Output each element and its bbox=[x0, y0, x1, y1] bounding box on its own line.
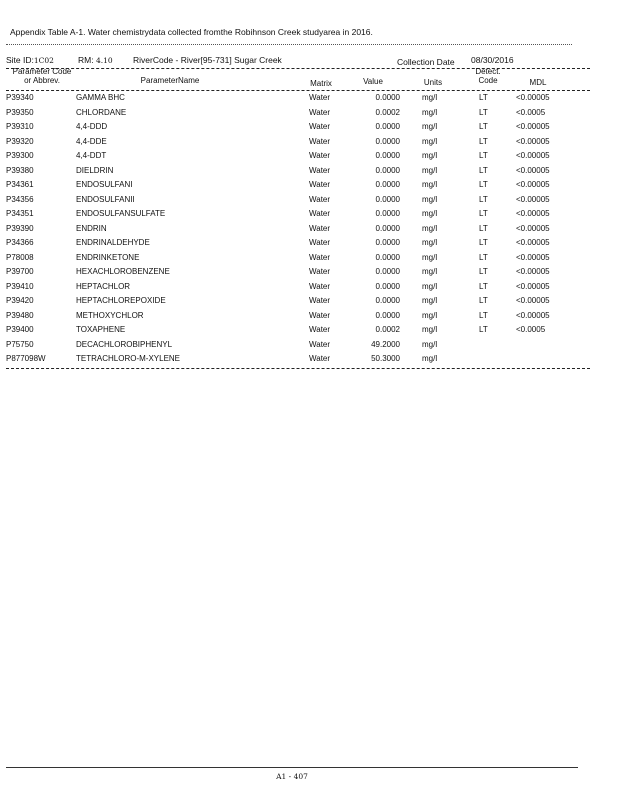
table-row bbox=[0, 223, 618, 238]
column-header-mdl: MDL bbox=[529, 78, 547, 87]
table-row bbox=[0, 237, 618, 252]
cell-units: mg/l bbox=[422, 296, 438, 305]
cell-matrix: Water bbox=[309, 252, 331, 262]
cell-units: mg/l bbox=[422, 107, 438, 117]
cell-units: mg/l bbox=[422, 354, 438, 363]
table-row bbox=[0, 165, 618, 180]
cell-matrix: Water bbox=[309, 209, 331, 218]
cell-code: P39420 bbox=[6, 296, 34, 305]
table-row bbox=[0, 310, 618, 325]
cell-units: mg/l bbox=[422, 223, 438, 233]
cell-name: METHOXYCHLOR bbox=[76, 310, 144, 320]
cell-code: P34361 bbox=[6, 180, 34, 189]
cell-name: TETRACHLORO-M-XYLENE bbox=[76, 354, 181, 363]
cell-detect: LT bbox=[479, 310, 488, 320]
collection-date-value: 08/30/2016 bbox=[471, 55, 514, 65]
cell-matrix: Water bbox=[309, 281, 331, 291]
cell-units: mg/l bbox=[422, 165, 438, 175]
cell-name: DIELDRIN bbox=[76, 165, 114, 175]
cell-units: mg/l bbox=[422, 194, 438, 204]
cell-value: 0.0000 bbox=[375, 136, 400, 146]
cell-units: mg/l bbox=[422, 151, 438, 160]
cell-mdl: <0.00005 bbox=[516, 223, 550, 233]
cell-name: HEXACHLOROBENZENE bbox=[76, 267, 170, 276]
cell-code: P34356 bbox=[6, 194, 34, 204]
cell-matrix: Water bbox=[309, 238, 331, 247]
cell-mdl: <0.00005 bbox=[516, 93, 550, 102]
cell-code: P39300 bbox=[6, 151, 34, 160]
table-row bbox=[0, 136, 618, 151]
cell-mdl: <0.00005 bbox=[516, 180, 550, 189]
column-header-code-line2: or Abbrev. bbox=[24, 76, 60, 85]
cell-mdl: <0.00005 bbox=[516, 281, 550, 291]
cell-mdl: <0.00005 bbox=[516, 252, 550, 262]
cell-units: mg/l bbox=[422, 93, 438, 102]
cell-units: mg/l bbox=[422, 310, 438, 320]
column-header-detect-line1: Detect. bbox=[475, 67, 501, 76]
cell-detect: LT bbox=[479, 136, 488, 146]
column-header-name: ParameterName bbox=[140, 76, 200, 85]
page-number: A1 - 407 bbox=[276, 772, 308, 781]
caption-divider bbox=[6, 44, 572, 45]
cell-units: mg/l bbox=[422, 252, 438, 262]
cell-code: P75750 bbox=[6, 339, 34, 349]
cell-matrix: Water bbox=[309, 354, 331, 363]
cell-name: ENDOSULFANSULFATE bbox=[76, 209, 166, 218]
table-row bbox=[0, 339, 618, 354]
table-end-divider bbox=[6, 368, 590, 369]
cell-matrix: Water bbox=[309, 151, 331, 160]
cell-matrix: Water bbox=[309, 180, 331, 189]
cell-value: 0.0000 bbox=[375, 238, 400, 247]
cell-code: P39350 bbox=[6, 107, 34, 117]
cell-detect: LT bbox=[479, 180, 488, 189]
cell-units: mg/l bbox=[422, 267, 438, 276]
cell-code: P39410 bbox=[6, 281, 34, 291]
cell-units: mg/l bbox=[422, 238, 438, 247]
cell-matrix: Water bbox=[309, 339, 331, 349]
cell-mdl: <0.00005 bbox=[516, 122, 550, 131]
cell-detect: LT bbox=[479, 238, 488, 247]
column-header-code bbox=[6, 67, 78, 85]
cell-detect: LT bbox=[479, 267, 488, 276]
cell-name: CHLORDANE bbox=[76, 107, 127, 117]
cell-detect: LT bbox=[479, 296, 488, 305]
column-header-value: Value bbox=[363, 77, 383, 86]
cell-matrix: Water bbox=[309, 107, 331, 117]
table-body bbox=[0, 92, 618, 368]
cell-detect: LT bbox=[479, 194, 488, 204]
cell-units: mg/l bbox=[422, 281, 438, 291]
column-header-code-line1: Parameter Code bbox=[12, 67, 72, 76]
river-mile bbox=[78, 55, 113, 65]
cell-matrix: Water bbox=[309, 325, 331, 334]
cell-mdl: <0.0005 bbox=[516, 325, 546, 334]
cell-value: 49.2000 bbox=[371, 339, 400, 349]
cell-value: 0.0000 bbox=[375, 267, 400, 276]
cell-mdl: <0.0005 bbox=[516, 107, 546, 117]
cell-name: 4,4-DDE bbox=[76, 136, 107, 146]
cell-value: 0.0000 bbox=[375, 122, 400, 131]
cell-matrix: Water bbox=[309, 194, 331, 204]
cell-matrix: Water bbox=[309, 165, 331, 175]
cell-mdl: <0.00005 bbox=[516, 310, 550, 320]
header-divider-bottom bbox=[6, 90, 590, 91]
cell-detect: LT bbox=[479, 122, 488, 131]
cell-code: P78008 bbox=[6, 252, 34, 262]
table-caption: Appendix Table A-1. Water chemistrydata collected fromthe Robihnson Creek studyarea in 2016. bbox=[10, 27, 373, 37]
cell-value: 0.0000 bbox=[375, 180, 400, 189]
cell-value: 0.0000 bbox=[375, 252, 400, 262]
cell-name: ENDOSULFANI bbox=[76, 180, 133, 189]
cell-name: 4,4-DDT bbox=[76, 151, 107, 160]
cell-name: GAMMA BHC bbox=[76, 93, 125, 102]
site-id-label: Site ID: bbox=[6, 55, 34, 65]
cell-detect: LT bbox=[479, 325, 488, 334]
cell-units: mg/l bbox=[422, 339, 438, 349]
cell-code: P39480 bbox=[6, 310, 34, 320]
column-header-matrix: Matrix bbox=[310, 79, 332, 88]
cell-detect: LT bbox=[479, 281, 488, 291]
site-id-value: 1C02 bbox=[33, 56, 54, 65]
cell-mdl: <0.00005 bbox=[516, 194, 550, 204]
table-row bbox=[0, 208, 618, 223]
cell-mdl: <0.00005 bbox=[516, 209, 550, 218]
cell-mdl: <0.00005 bbox=[516, 151, 550, 160]
cell-value: 0.0000 bbox=[375, 296, 400, 305]
cell-mdl: <0.00005 bbox=[516, 238, 550, 247]
cell-name: HEPTACHLOREPOXIDE bbox=[76, 296, 166, 305]
cell-code: P39340 bbox=[6, 93, 34, 102]
column-header-units: Units bbox=[423, 78, 443, 87]
cell-matrix: Water bbox=[309, 136, 331, 146]
cell-matrix: Water bbox=[309, 296, 331, 305]
table-row bbox=[0, 266, 618, 281]
cell-matrix: Water bbox=[309, 310, 331, 320]
cell-matrix: Water bbox=[309, 223, 331, 233]
table-row bbox=[0, 179, 618, 194]
cell-code: P39320 bbox=[6, 136, 34, 146]
cell-value: 0.0000 bbox=[375, 151, 400, 160]
cell-code: P39390 bbox=[6, 223, 34, 233]
cell-code: P39310 bbox=[6, 122, 34, 131]
river-mile-value: 4.10 bbox=[95, 56, 113, 65]
cell-value: 0.0000 bbox=[375, 209, 400, 218]
cell-code: P39400 bbox=[6, 325, 34, 334]
column-header-detect-line2: Code bbox=[478, 76, 498, 85]
table-row bbox=[0, 252, 618, 267]
river-mile-label: RM: bbox=[78, 55, 94, 65]
cell-units: mg/l bbox=[422, 122, 438, 131]
table-row bbox=[0, 107, 618, 122]
cell-units: mg/l bbox=[422, 325, 438, 334]
cell-code: P34366 bbox=[6, 238, 34, 247]
table-row bbox=[0, 92, 618, 107]
cell-name: DECACHLOROBIPHENYL bbox=[76, 339, 173, 349]
collection-date-label: Collection Date bbox=[397, 57, 455, 67]
cell-code: P34351 bbox=[6, 209, 34, 218]
cell-detect: LT bbox=[479, 93, 488, 102]
cell-value: 0.0002 bbox=[375, 325, 400, 334]
cell-detect: LT bbox=[479, 209, 488, 218]
cell-value: 0.0000 bbox=[375, 223, 400, 233]
cell-name: ENDRIN bbox=[76, 223, 107, 233]
cell-code: P39700 bbox=[6, 267, 34, 276]
cell-units: mg/l bbox=[422, 180, 438, 189]
cell-detect: LT bbox=[479, 252, 488, 262]
cell-detect: LT bbox=[479, 151, 488, 160]
cell-matrix: Water bbox=[309, 267, 331, 276]
cell-mdl: <0.00005 bbox=[516, 296, 550, 305]
cell-detect: LT bbox=[479, 107, 488, 117]
cell-value: 0.0000 bbox=[375, 310, 400, 320]
cell-code: P39380 bbox=[6, 165, 34, 175]
cell-name: ENDRINKETONE bbox=[76, 252, 140, 262]
cell-mdl: <0.00005 bbox=[516, 165, 550, 175]
cell-value: 0.0000 bbox=[375, 194, 400, 204]
table-row bbox=[0, 121, 618, 136]
cell-units: mg/l bbox=[422, 209, 438, 218]
river-code: RiverCode - River[95-731] Sugar Creek bbox=[133, 55, 282, 65]
footer-rule bbox=[6, 767, 578, 768]
cell-value: 0.0000 bbox=[375, 93, 400, 102]
cell-units: mg/l bbox=[422, 136, 438, 146]
cell-mdl: <0.00005 bbox=[516, 136, 550, 146]
cell-name: TOXAPHENE bbox=[76, 325, 126, 334]
table-row bbox=[0, 194, 618, 209]
cell-name: ENDRINALDEHYDE bbox=[76, 238, 150, 247]
column-header-detect bbox=[466, 67, 510, 85]
cell-value: 0.0002 bbox=[375, 107, 400, 117]
cell-name: ENDOSULFANII bbox=[76, 194, 135, 204]
site-id bbox=[6, 55, 54, 65]
cell-value: 0.0000 bbox=[375, 165, 400, 175]
cell-name: 4,4-DDD bbox=[76, 122, 108, 131]
cell-value: 50.3000 bbox=[371, 354, 400, 363]
cell-detect: LT bbox=[479, 223, 488, 233]
table-row bbox=[0, 353, 618, 368]
table-row bbox=[0, 281, 618, 296]
cell-value: 0.0000 bbox=[375, 281, 400, 291]
table-row bbox=[0, 324, 618, 339]
cell-code: P877098W bbox=[6, 354, 46, 363]
cell-name: HEPTACHLOR bbox=[76, 281, 131, 291]
cell-matrix: Water bbox=[309, 122, 331, 131]
table-row bbox=[0, 295, 618, 310]
table-row bbox=[0, 150, 618, 165]
cell-matrix: Water bbox=[309, 93, 331, 102]
cell-detect: LT bbox=[479, 165, 488, 175]
cell-mdl: <0.00005 bbox=[516, 267, 550, 276]
